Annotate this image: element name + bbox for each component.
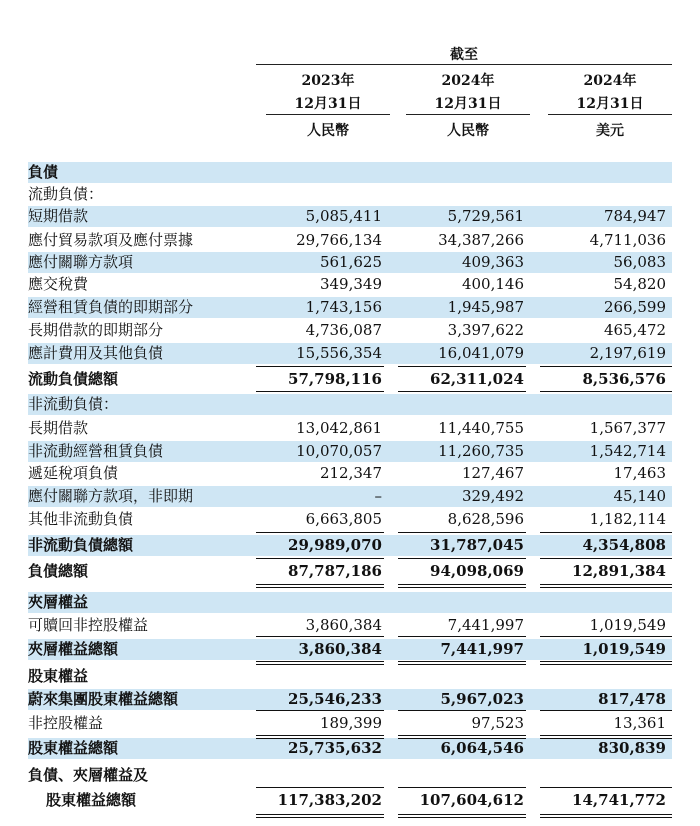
total-rule (256, 587, 384, 588)
value-2023-rmb: 212,347 (319, 464, 382, 482)
total-rule (256, 817, 384, 818)
row-label: 應計費用及其他負債 (28, 344, 164, 362)
section-heading-row (28, 184, 672, 205)
value-2023-rmb: 25,735,632 (288, 739, 382, 757)
row-label: 長期借款 (28, 419, 89, 437)
total-rule (398, 814, 526, 815)
value-2024-rmb: 16,041,079 (438, 344, 524, 362)
total-rule (540, 366, 672, 367)
row-label: 股東權益總額 (46, 791, 137, 809)
total-rule (398, 558, 526, 559)
row-label: 非控股權益 (28, 714, 104, 732)
value-2024-rmb: 11,440,755 (438, 419, 524, 437)
total-rule (540, 636, 672, 637)
value-2024-rmb: 409,363 (461, 253, 524, 271)
value-2024-rmb: 8,628,596 (447, 510, 524, 528)
value-2023-rmb: 4,736,087 (305, 321, 382, 339)
table-row (28, 535, 672, 556)
table-row (28, 790, 672, 811)
value-2024-rmb: 1,945,987 (447, 298, 524, 316)
total-rule (540, 587, 672, 588)
section-heading-row (28, 394, 672, 415)
value-2023-rmb: – (374, 487, 382, 505)
row-label: 夾層權益總額 (28, 640, 119, 658)
column-date-underline (548, 114, 672, 115)
total-rule (540, 735, 672, 736)
total-rule (256, 735, 384, 736)
total-rule (540, 661, 672, 662)
value-2023-rmb: 117,383,202 (277, 791, 382, 809)
value-2024-usd: 12,891,384 (572, 562, 666, 580)
value-2023-rmb: 25,546,233 (288, 690, 382, 708)
value-2023-rmb: 3,860,384 (305, 616, 382, 634)
value-2024-usd: 1,567,377 (589, 419, 666, 437)
value-2023-rmb: 561,625 (319, 253, 382, 271)
column-date: 12月31日 (576, 96, 644, 112)
value-2024-usd: 1,019,549 (589, 616, 666, 634)
value-2024-rmb: 94,098,069 (430, 562, 524, 580)
value-2024-usd: 14,741,772 (572, 791, 666, 809)
total-rule (398, 710, 526, 711)
total-rule (398, 738, 526, 739)
row-label: 蔚來集團股東權益總額 (28, 690, 179, 708)
value-2023-rmb: 15,556,354 (296, 344, 382, 362)
row-label: 流動負債： (28, 185, 104, 203)
value-2024-usd: 1,019,549 (582, 640, 666, 658)
total-rule (256, 738, 384, 739)
value-2024-rmb: 97,523 (471, 714, 524, 732)
row-label: 經營租賃負債的即期部分 (28, 298, 194, 316)
column-date: 12月31日 (294, 96, 362, 112)
value-2023-rmb: 29,989,070 (288, 536, 382, 554)
value-2024-usd: 830,839 (598, 739, 666, 757)
row-label: 長期借款的即期部分 (28, 321, 164, 339)
total-rule (256, 814, 384, 815)
value-2024-usd: 465,472 (603, 321, 666, 339)
row-label: 流動負債總額 (28, 370, 119, 388)
column-date-underline (406, 114, 530, 115)
total-rule (540, 532, 672, 533)
table-row (28, 230, 672, 251)
value-2024-usd: 1,542,714 (589, 442, 666, 460)
table-row (28, 418, 672, 439)
total-rule (256, 584, 384, 585)
total-rule (398, 587, 526, 588)
total-rule (256, 391, 384, 392)
table-row (28, 509, 672, 530)
value-2023-rmb: 87,787,186 (288, 562, 382, 580)
value-2024-usd: 4,354,808 (582, 536, 666, 554)
table-row (28, 274, 672, 295)
total-rule (398, 735, 526, 736)
total-rule (540, 787, 672, 788)
total-rule (256, 661, 384, 662)
value-2023-rmb: 13,042,861 (296, 419, 382, 437)
table-row (28, 639, 672, 660)
table-row (28, 441, 672, 462)
table-row (28, 343, 672, 364)
total-rule (540, 817, 672, 818)
row-label: 負債 (28, 163, 59, 181)
table-row (28, 463, 672, 484)
row-label: 負債、夾層權益及 (28, 766, 149, 784)
column-currency: 人民幣 (307, 123, 349, 139)
value-2024-rmb: 400,146 (461, 275, 524, 293)
row-label: 可贖回非控股權益 (28, 616, 149, 634)
total-rule (256, 787, 384, 788)
total-rule (540, 738, 672, 739)
value-2024-rmb: 127,467 (461, 464, 524, 482)
value-2023-rmb: 5,085,411 (305, 207, 382, 225)
total-rule (540, 710, 672, 711)
value-2024-usd: 1,182,114 (589, 510, 666, 528)
value-2024-usd: 56,083 (613, 253, 666, 271)
table-row (28, 206, 672, 227)
table-row (28, 738, 672, 759)
total-rule (398, 532, 526, 533)
total-rule (398, 636, 526, 637)
value-2023-rmb: 349,349 (319, 275, 382, 293)
value-2023-rmb: 6,663,805 (305, 510, 382, 528)
total-rule (398, 366, 526, 367)
row-label: 股東權益總額 (28, 739, 119, 757)
value-2024-usd: 8,536,576 (582, 370, 666, 388)
value-2024-usd: 4,711,036 (589, 231, 666, 249)
value-2024-rmb: 7,441,997 (440, 640, 524, 658)
section-heading-row (28, 592, 672, 613)
column-year: 2023年 (301, 73, 355, 89)
table-row (28, 486, 672, 507)
value-2024-usd: 2,197,619 (589, 344, 666, 362)
row-label: 股東權益 (28, 667, 89, 685)
section-heading-row (28, 162, 672, 183)
total-rule (540, 584, 672, 585)
row-label: 非流動經營租賃負債 (28, 442, 164, 460)
row-label: 其他非流動負債 (28, 510, 134, 528)
value-2024-rmb: 107,604,612 (419, 791, 524, 809)
table-row (28, 369, 672, 390)
total-rule (540, 391, 672, 392)
total-rule (256, 664, 384, 665)
total-rule (256, 636, 384, 637)
total-rule (256, 558, 384, 559)
value-2024-rmb: 5,967,023 (440, 690, 524, 708)
value-2023-rmb: 3,860,384 (298, 640, 382, 658)
value-2024-usd: 784,947 (603, 207, 666, 225)
table-row (28, 615, 672, 636)
row-label: 非流動負債總額 (28, 536, 134, 554)
row-label: 應付貿易款項及應付票據 (28, 231, 194, 249)
value-2024-rmb: 6,064,546 (440, 739, 524, 757)
value-2024-usd: 17,463 (613, 464, 666, 482)
column-date-underline (266, 114, 390, 115)
table-row (28, 689, 672, 710)
total-rule (398, 661, 526, 662)
total-rule (540, 814, 672, 815)
section-heading-row (28, 765, 672, 786)
table-row (28, 320, 672, 341)
table-row (28, 297, 672, 318)
total-rule (398, 664, 526, 665)
section-heading-row (28, 666, 672, 687)
value-2023-rmb: 1,743,156 (305, 298, 382, 316)
value-2024-rmb: 3,397,622 (447, 321, 524, 339)
column-currency: 人民幣 (447, 123, 489, 139)
value-2023-rmb: 189,399 (319, 714, 382, 732)
as-of-underline (256, 64, 672, 65)
total-rule (540, 664, 672, 665)
value-2024-rmb: 31,787,045 (430, 536, 524, 554)
total-rule (398, 817, 526, 818)
table-row (28, 252, 672, 273)
row-label: 短期借款 (28, 207, 89, 225)
value-2024-usd: 266,599 (603, 298, 666, 316)
total-rule (256, 532, 384, 533)
total-rule (256, 366, 384, 367)
value-2024-rmb: 34,387,266 (438, 231, 524, 249)
as-of-header: 截至 (450, 47, 478, 63)
total-rule (256, 710, 384, 711)
value-2023-rmb: 10,070,057 (296, 442, 382, 460)
value-2024-usd: 45,140 (613, 487, 666, 505)
table-row (28, 713, 672, 734)
value-2024-rmb: 5,729,561 (447, 207, 524, 225)
value-2024-rmb: 11,260,735 (438, 442, 524, 460)
value-2024-rmb: 329,492 (461, 487, 524, 505)
table-row (28, 561, 672, 582)
value-2023-rmb: 29,766,134 (296, 231, 382, 249)
value-2024-rmb: 7,441,997 (447, 616, 524, 634)
row-label: 應交稅費 (28, 275, 89, 293)
row-label: 應付關聯方款項 (28, 253, 134, 271)
value-2024-usd: 817,478 (598, 690, 666, 708)
total-rule (398, 584, 526, 585)
value-2024-usd: 54,820 (613, 275, 666, 293)
column-year: 2024年 (441, 73, 495, 89)
total-rule (398, 787, 526, 788)
value-2024-usd: 13,361 (613, 714, 666, 732)
row-label: 夾層權益 (28, 593, 89, 611)
row-label: 非流動負債： (28, 395, 119, 413)
column-date: 12月31日 (434, 96, 502, 112)
total-rule (540, 558, 672, 559)
total-rule (398, 391, 526, 392)
value-2024-rmb: 62,311,024 (430, 370, 524, 388)
column-currency: 美元 (596, 123, 624, 139)
row-label: 負債總額 (28, 562, 89, 580)
value-2023-rmb: 57,798,116 (288, 370, 382, 388)
row-label: 遞延稅項負債 (28, 464, 119, 482)
row-label: 應付關聯方款項，非即期 (28, 487, 194, 505)
column-year: 2024年 (583, 73, 637, 89)
